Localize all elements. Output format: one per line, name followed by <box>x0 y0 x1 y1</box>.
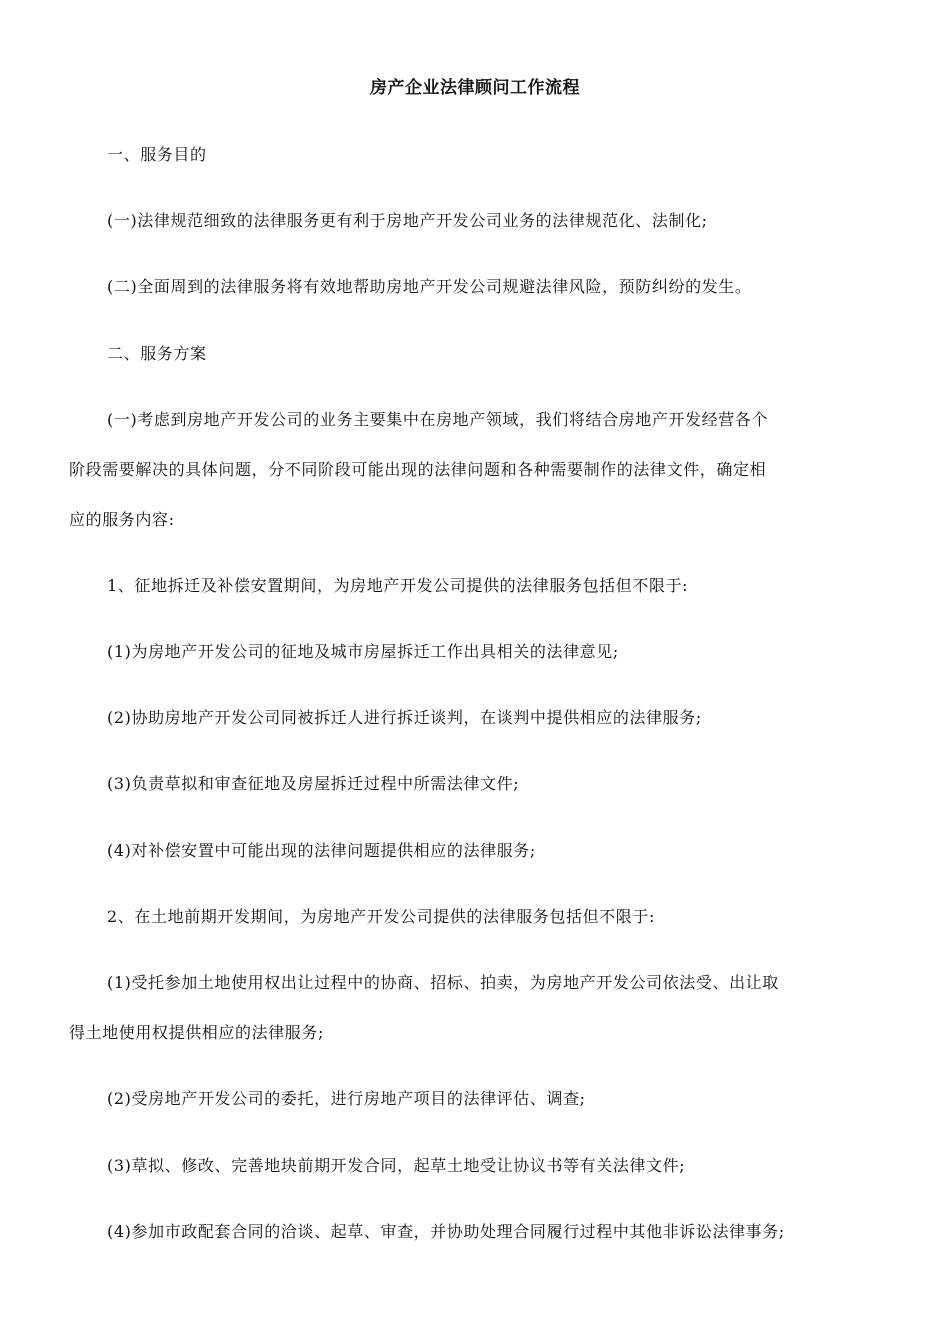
paragraph-continuation: 阶段需要解决的具体问题，分不同阶段可能出现的法律问题和各种需要制作的法律文件，确定相 <box>69 460 767 479</box>
document-title: 房产企业法律顾问工作流程 <box>370 78 580 98</box>
paragraph: (二)全面周到的法律服务将有效地帮助房地产开发公司规避法律风险，预防纠纷的发生。 <box>107 277 752 296</box>
list-item: (2)协助房地产开发公司同被拆迁人进行拆迁谈判，在谈判中提供相应的法律服务; <box>107 708 702 727</box>
list-item: (1)受托参加土地使用权出让过程中的协商、招标、拍卖，为房地产开发公司依法受、出让取 <box>107 973 779 992</box>
list-heading: 2、在土地前期开发期间，为房地产开发公司提供的法律服务包括但不限于: <box>107 907 655 926</box>
list-item: (3)草拟、修改、完善地块前期开发合同，起草土地受让协议书等有关法律文件; <box>107 1156 686 1175</box>
paragraph: (一)法律规范细致的法律服务更有利于房地产开发公司业务的法律规范化、法制化; <box>107 211 708 230</box>
list-heading: 1、征地拆迁及补偿安置期间，为房地产开发公司提供的法律服务包括但不限于: <box>107 576 689 595</box>
list-item: (2)受房地产开发公司的委托，进行房地产项目的法律评估、调查; <box>107 1089 586 1108</box>
list-item: (4)对补偿安置中可能出现的法律问题提供相应的法律服务; <box>107 841 536 860</box>
section-heading-purpose: 一、服务目的 <box>107 145 207 164</box>
list-item: (1)为房地产开发公司的征地及城市房屋拆迁工作出具相关的法律意见; <box>107 642 619 661</box>
section-heading-plan: 二、服务方案 <box>107 344 207 363</box>
list-item: (4)参加市政配套合同的洽谈、起草、审查，并协助处理合同履行过程中其他非诉讼法律事务; <box>107 1222 785 1241</box>
list-item-continuation: 得土地使用权提供相应的法律服务; <box>69 1023 324 1042</box>
paragraph: (一)考虑到房地产开发公司的业务主要集中在房地产领域，我们将结合房地产开发经营各个 <box>107 410 769 429</box>
list-item: (3)负责草拟和审查征地及房屋拆迁过程中所需法律文件; <box>107 774 520 793</box>
paragraph-continuation: 应的服务内容: <box>69 510 175 529</box>
